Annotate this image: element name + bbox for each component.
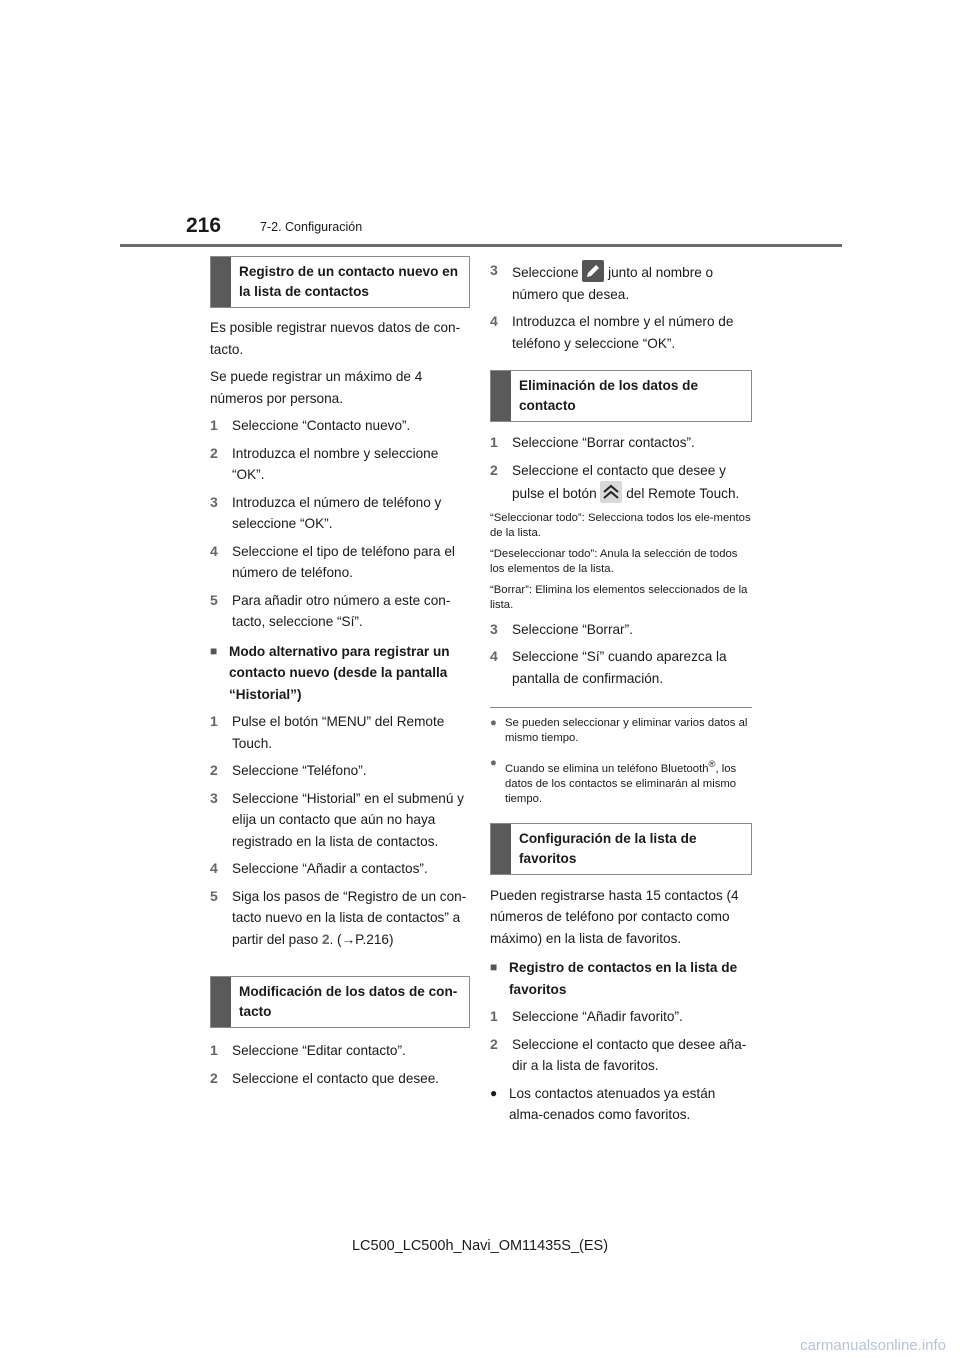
step: 4 Seleccione “Sí” cuando aparezca la pantalla de confirmación. bbox=[490, 648, 727, 686]
step: 3 Introduzca el número de teléfono y seleccione “OK”. bbox=[210, 493, 442, 531]
note: ● Se pueden seleccionar y eliminar varios datos al mismo tiempo. bbox=[490, 717, 748, 744]
double-chevron-up-icon bbox=[600, 481, 622, 503]
step: 1 Seleccione “Borrar contactos”. bbox=[490, 434, 695, 450]
step: 1 Seleccione “Contacto nuevo”. bbox=[210, 417, 411, 433]
heading-delete-contact: Eliminación de los datos de contacto bbox=[490, 370, 752, 422]
step: 2 Seleccione “Teléfono”. bbox=[210, 762, 367, 778]
step: 1 Pulse el botón “MENU” del Remote Touch. bbox=[210, 713, 445, 751]
header-rule bbox=[120, 244, 842, 247]
option-text: “Seleccionar todo”: Selecciona todos los ele-mentos de la lista. bbox=[490, 511, 751, 539]
option-text: “Borrar”: Elimina los elementos seleccionados de la lista. bbox=[490, 583, 748, 611]
subheading-favorites: ■ Registro de contactos en la lista de favoritos bbox=[490, 960, 738, 997]
step: 3 Seleccione “Historial” en el submenú y elija un contacto que aún no haya registrado en la lista de contactos. bbox=[210, 789, 464, 849]
pencil-icon bbox=[582, 260, 604, 282]
step: 2 Seleccione el contacto que desee aña-dir a la lista de favoritos. bbox=[490, 1035, 747, 1074]
step: 4 Introduzca el nombre y el número de teléfono y seleccione “OK”. bbox=[490, 313, 734, 351]
heading-new-contact: Registro de un contacto nuevo en la lista de contactos bbox=[210, 256, 470, 308]
step: 2 Introduzca el nombre y seleccione “OK”. bbox=[210, 444, 439, 482]
step: 3 Seleccione “Borrar”. bbox=[490, 620, 633, 637]
subheading-alternative: ■ Modo alternativo para registrar un contacto nuevo (desde la pantalla “Historial”) bbox=[210, 643, 450, 702]
step: 1 Seleccione “Editar contacto”. bbox=[210, 1042, 406, 1058]
note-divider bbox=[490, 707, 752, 708]
step: 4 Seleccione “Añadir a contactos”. bbox=[210, 860, 428, 876]
left-column bbox=[210, 256, 470, 1089]
section-title: 7-2. Configuración bbox=[260, 220, 363, 234]
step: 5 Siga los pasos de “Registro de un con-tacto nuevo en la lista de contactos” a partir del paso 2. (→P.216) bbox=[210, 887, 467, 947]
favorites-intro: Pueden registrarse hasta 15 contactos (4 números de teléfono por contacto como máximo) en la lista de favoritos. bbox=[490, 887, 739, 946]
step: 2 Seleccione el contacto que desee. bbox=[210, 1069, 440, 1086]
footer-model: LC500_LC500h_Navi_OM11435S_(ES) bbox=[351, 1238, 609, 1254]
heading-favorites: Configuración de la lista de favoritos bbox=[490, 823, 752, 875]
step: 5 Para añadir otro número a este con-tacto, seleccione “Sí”. bbox=[210, 591, 451, 629]
step: 4 Seleccione el tipo de teléfono para el número de teléfono. bbox=[210, 542, 455, 580]
watermark: carmanualsonline.info bbox=[800, 1337, 946, 1354]
option-text: “Deseleccionar todo”: Anula la selección de todos los elementos de la lista. bbox=[490, 547, 738, 575]
right-column bbox=[490, 256, 752, 1126]
bullet-item: ● Los contactos atenuados ya están alma-cenados como favoritos. bbox=[490, 1085, 716, 1123]
heading-modify-contact: Modificación de los datos de con-tacto bbox=[210, 976, 470, 1028]
page-number: 216 bbox=[186, 214, 222, 237]
step: 3 Seleccione junto al nombre o número que desea. bbox=[490, 262, 714, 302]
step: 2 Seleccione el contacto que desee y pulse el botón del Remote Touch. bbox=[490, 461, 740, 501]
note: ● Cuando se elimina un teléfono Bluetooth®, los datos de los contactos se eliminarán al mismo tiempo. bbox=[490, 757, 737, 805]
intro-text-2: Se puede registrar un máximo de 4 números por persona. bbox=[210, 369, 423, 406]
step: 1 Seleccione “Añadir favorito”. bbox=[490, 1008, 683, 1025]
intro-text: Es posible registrar nuevos datos de con-tacto. bbox=[210, 320, 461, 357]
